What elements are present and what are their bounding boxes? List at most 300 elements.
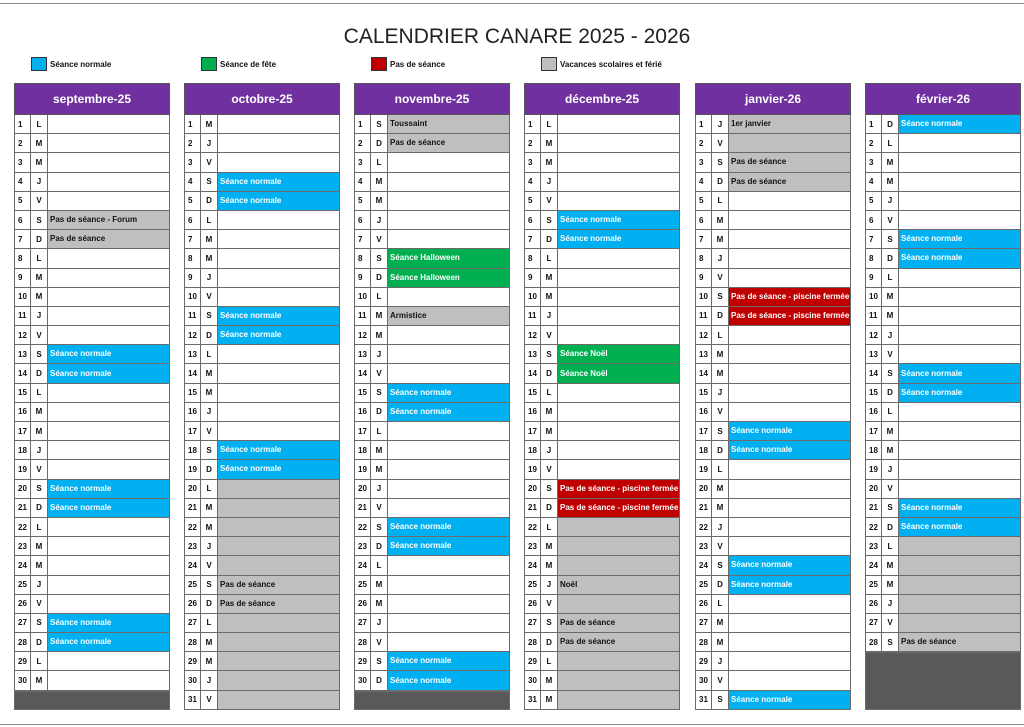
month-header: décembre-25 (524, 83, 680, 115)
day-row (695, 633, 851, 652)
day-letter: V (201, 556, 218, 575)
day-letter: J (882, 460, 899, 479)
day-row (184, 345, 340, 364)
day-row (524, 518, 680, 537)
day-letter: M (541, 269, 558, 288)
day-row (524, 614, 680, 633)
day-row (354, 288, 510, 307)
day-letter: D (541, 230, 558, 249)
day-number: 26 (865, 595, 882, 614)
day-event: Séance normale (899, 384, 1021, 403)
day-event (899, 576, 1021, 595)
day-event: Séance normale (388, 403, 510, 422)
day-row (695, 134, 851, 153)
day-number: 29 (695, 652, 712, 671)
day-event (729, 403, 851, 422)
day-letter: L (201, 480, 218, 499)
day-event (729, 269, 851, 288)
day-row (184, 115, 340, 134)
day-row (865, 633, 1021, 652)
day-letter: M (201, 115, 218, 134)
day-row (865, 230, 1021, 249)
day-letter: M (882, 307, 899, 326)
day-row (695, 499, 851, 518)
day-event (899, 614, 1021, 633)
day-event (558, 307, 680, 326)
day-event (558, 671, 680, 690)
day-letter: D (712, 173, 729, 192)
day-letter: M (712, 364, 729, 383)
day-letter: S (31, 345, 48, 364)
day-number: 25 (865, 576, 882, 595)
day-number: 27 (695, 614, 712, 633)
month-header: février-26 (865, 83, 1021, 115)
day-number: 29 (184, 652, 201, 671)
day-letter: M (371, 441, 388, 460)
day-row (865, 173, 1021, 192)
day-number: 14 (354, 364, 371, 383)
day-number: 5 (14, 192, 31, 211)
day-event: Séance Halloween (388, 249, 510, 268)
legend-vacances (541, 56, 662, 72)
day-row (354, 269, 510, 288)
day-event (899, 441, 1021, 460)
month-column (695, 83, 851, 710)
day-row (695, 211, 851, 230)
day-number: 10 (695, 288, 712, 307)
day-number: 18 (184, 441, 201, 460)
day-event (388, 576, 510, 595)
day-event (899, 307, 1021, 326)
day-letter: S (201, 173, 218, 192)
day-number: 28 (184, 633, 201, 652)
day-letter: M (541, 403, 558, 422)
legend-fete (201, 56, 276, 72)
day-row (14, 307, 170, 326)
day-row (354, 249, 510, 268)
day-row (354, 595, 510, 614)
day-number: 9 (184, 269, 201, 288)
day-row (14, 192, 170, 211)
day-letter: J (541, 441, 558, 460)
day-event (48, 307, 170, 326)
day-letter: M (712, 633, 729, 652)
day-row (184, 307, 340, 326)
day-letter: D (201, 595, 218, 614)
day-letter: V (712, 671, 729, 690)
day-number: 15 (865, 384, 882, 403)
day-letter: V (712, 269, 729, 288)
day-number: 10 (14, 288, 31, 307)
day-row (354, 326, 510, 345)
day-row (865, 364, 1021, 383)
day-event: Séance normale (899, 364, 1021, 383)
day-letter: D (882, 249, 899, 268)
day-number: 11 (865, 307, 882, 326)
day-number: 17 (695, 422, 712, 441)
day-row (184, 633, 340, 652)
day-event (558, 460, 680, 479)
day-number: 3 (865, 153, 882, 172)
day-event: Séance normale (218, 460, 340, 479)
day-row (14, 115, 170, 134)
day-row (865, 288, 1021, 307)
day-letter: V (541, 595, 558, 614)
day-letter: D (712, 576, 729, 595)
day-letter: D (541, 364, 558, 383)
day-row (524, 671, 680, 690)
day-event (48, 556, 170, 575)
day-row (695, 671, 851, 690)
day-event (218, 518, 340, 537)
day-row (14, 173, 170, 192)
day-event (388, 326, 510, 345)
day-row (695, 326, 851, 345)
day-number: 10 (354, 288, 371, 307)
day-event (48, 403, 170, 422)
day-event (218, 537, 340, 556)
day-letter: D (882, 384, 899, 403)
day-event: Séance normale (48, 614, 170, 633)
day-row (865, 441, 1021, 460)
day-event: Séance normale (388, 518, 510, 537)
day-number: 23 (865, 537, 882, 556)
day-number: 26 (695, 595, 712, 614)
day-event (729, 364, 851, 383)
day-number: 26 (354, 595, 371, 614)
day-number: 27 (354, 614, 371, 633)
day-event (48, 518, 170, 537)
day-letter: S (712, 422, 729, 441)
month-filler (865, 652, 1021, 710)
day-letter: S (371, 115, 388, 134)
day-letter: S (541, 614, 558, 633)
day-number: 7 (524, 230, 541, 249)
day-event (218, 384, 340, 403)
day-number: 5 (865, 192, 882, 211)
day-row (695, 614, 851, 633)
day-event (729, 249, 851, 268)
month-column (524, 83, 680, 710)
day-letter: D (712, 307, 729, 326)
month-header: janvier-26 (695, 83, 851, 115)
day-number: 27 (524, 614, 541, 633)
day-event (558, 537, 680, 556)
day-event (558, 192, 680, 211)
day-row (354, 441, 510, 460)
day-letter: D (31, 364, 48, 383)
day-row (354, 211, 510, 230)
day-number: 24 (184, 556, 201, 575)
day-number: 1 (695, 115, 712, 134)
day-number: 2 (865, 134, 882, 153)
day-number: 12 (695, 326, 712, 345)
day-number: 6 (184, 211, 201, 230)
day-number: 9 (865, 269, 882, 288)
day-event (558, 134, 680, 153)
day-letter: J (371, 345, 388, 364)
day-event (218, 691, 340, 710)
day-letter: M (712, 499, 729, 518)
day-letter: L (541, 652, 558, 671)
day-event: Pas de séance (558, 614, 680, 633)
day-number: 19 (865, 460, 882, 479)
day-letter: D (882, 115, 899, 134)
day-event: Séance normale (218, 441, 340, 460)
day-number: 28 (14, 633, 31, 652)
day-number: 12 (354, 326, 371, 345)
day-number: 9 (354, 269, 371, 288)
day-event (388, 173, 510, 192)
legend-label-normal: Séance normale (50, 59, 112, 69)
day-letter: S (371, 652, 388, 671)
day-row (695, 249, 851, 268)
day-letter: M (712, 480, 729, 499)
day-letter: M (31, 556, 48, 575)
day-event (388, 633, 510, 652)
day-row (524, 595, 680, 614)
day-number: 16 (354, 403, 371, 422)
day-number: 11 (695, 307, 712, 326)
day-row (354, 153, 510, 172)
day-row (14, 230, 170, 249)
day-letter: D (31, 230, 48, 249)
day-number: 8 (14, 249, 31, 268)
day-event (729, 671, 851, 690)
day-number: 30 (354, 671, 371, 690)
day-letter: S (541, 345, 558, 364)
day-event (48, 326, 170, 345)
day-event: 1er janvier (729, 115, 851, 134)
day-row (695, 422, 851, 441)
day-event: Pas de séance (218, 576, 340, 595)
day-row (695, 364, 851, 383)
day-event (218, 614, 340, 633)
day-number: 19 (184, 460, 201, 479)
day-number: 6 (524, 211, 541, 230)
day-event (388, 499, 510, 518)
day-event (218, 269, 340, 288)
legend-swatch-pas (371, 57, 387, 71)
day-event (899, 556, 1021, 575)
day-number: 26 (524, 595, 541, 614)
day-row (184, 153, 340, 172)
day-number: 5 (354, 192, 371, 211)
day-number: 25 (354, 576, 371, 595)
day-number: 20 (14, 480, 31, 499)
day-number: 30 (14, 671, 31, 690)
day-row (524, 364, 680, 383)
day-row (14, 211, 170, 230)
day-event: Séance normale (899, 249, 1021, 268)
day-row (524, 153, 680, 172)
day-row (354, 173, 510, 192)
day-row (14, 652, 170, 671)
day-letter: J (201, 671, 218, 690)
day-number: 21 (524, 499, 541, 518)
day-number: 11 (354, 307, 371, 326)
day-letter: L (882, 537, 899, 556)
day-event: Séance normale (388, 671, 510, 690)
day-number: 12 (184, 326, 201, 345)
day-letter: M (371, 460, 388, 479)
day-number: 27 (14, 614, 31, 633)
day-number: 4 (354, 173, 371, 192)
day-letter: J (371, 480, 388, 499)
day-number: 18 (354, 441, 371, 460)
day-number: 8 (865, 249, 882, 268)
day-row (695, 192, 851, 211)
day-row (184, 326, 340, 345)
day-letter: J (541, 576, 558, 595)
day-row (695, 518, 851, 537)
day-event (729, 326, 851, 345)
day-number: 13 (524, 345, 541, 364)
day-event (729, 595, 851, 614)
day-number: 24 (524, 556, 541, 575)
day-event: Séance normale (899, 115, 1021, 134)
day-row (14, 480, 170, 499)
day-event: Séance normale (48, 345, 170, 364)
day-event (218, 211, 340, 230)
day-row (865, 345, 1021, 364)
day-row (695, 153, 851, 172)
day-number: 2 (524, 134, 541, 153)
day-letter: M (201, 364, 218, 383)
legend-pas (371, 56, 445, 72)
day-number: 31 (695, 691, 712, 710)
day-event (558, 288, 680, 307)
day-event (48, 384, 170, 403)
day-event (899, 211, 1021, 230)
day-row (524, 537, 680, 556)
day-event (899, 403, 1021, 422)
day-event: Séance normale (558, 211, 680, 230)
day-number: 18 (865, 441, 882, 460)
day-row (524, 441, 680, 460)
day-letter: S (712, 153, 729, 172)
day-number: 30 (524, 671, 541, 690)
day-row (695, 403, 851, 422)
day-event: Séance Noël (558, 345, 680, 364)
day-letter: L (371, 288, 388, 307)
day-letter: D (371, 269, 388, 288)
day-number: 20 (354, 480, 371, 499)
day-letter: L (712, 326, 729, 345)
day-letter: M (201, 249, 218, 268)
day-event: Noël (558, 576, 680, 595)
day-event (218, 652, 340, 671)
day-event: Séance normale (388, 652, 510, 671)
day-row (865, 153, 1021, 172)
day-event: Séance normale (558, 230, 680, 249)
day-number: 19 (354, 460, 371, 479)
day-row (14, 441, 170, 460)
day-letter: J (201, 269, 218, 288)
day-letter: V (882, 211, 899, 230)
day-letter: S (882, 230, 899, 249)
day-row (865, 537, 1021, 556)
day-letter: L (541, 384, 558, 403)
day-row (695, 595, 851, 614)
day-letter: V (541, 192, 558, 211)
month-filler (14, 691, 170, 710)
day-letter: M (541, 556, 558, 575)
day-number: 16 (184, 403, 201, 422)
day-event (558, 556, 680, 575)
day-row (14, 364, 170, 383)
day-event (218, 422, 340, 441)
day-row (524, 384, 680, 403)
day-row (524, 173, 680, 192)
day-number: 30 (695, 671, 712, 690)
day-number: 5 (524, 192, 541, 211)
day-row (695, 460, 851, 479)
day-event (899, 269, 1021, 288)
day-row (354, 345, 510, 364)
day-row (184, 576, 340, 595)
day-event (899, 288, 1021, 307)
day-row (865, 595, 1021, 614)
day-row (184, 556, 340, 575)
day-row (14, 518, 170, 537)
day-number: 21 (865, 499, 882, 518)
day-event (388, 211, 510, 230)
day-number: 29 (524, 652, 541, 671)
day-number: 21 (354, 499, 371, 518)
day-row (695, 230, 851, 249)
day-event (48, 652, 170, 671)
day-letter: D (371, 134, 388, 153)
day-number: 10 (865, 288, 882, 307)
day-row (354, 480, 510, 499)
day-number: 4 (865, 173, 882, 192)
day-row (354, 633, 510, 652)
day-row (184, 422, 340, 441)
day-event (388, 288, 510, 307)
day-event: Séance Halloween (388, 269, 510, 288)
day-event: Séance normale (48, 480, 170, 499)
day-event (729, 211, 851, 230)
day-letter: V (371, 633, 388, 652)
day-number: 3 (184, 153, 201, 172)
day-row (14, 499, 170, 518)
day-letter: J (201, 537, 218, 556)
day-event: Séance normale (729, 556, 851, 575)
day-event (48, 537, 170, 556)
day-row (695, 173, 851, 192)
day-event (899, 134, 1021, 153)
day-event (729, 345, 851, 364)
day-number: 7 (354, 230, 371, 249)
day-letter: V (882, 480, 899, 499)
day-letter: M (712, 345, 729, 364)
day-row (865, 384, 1021, 403)
day-letter: M (371, 192, 388, 211)
day-number: 14 (865, 364, 882, 383)
day-letter: V (201, 153, 218, 172)
day-row (865, 460, 1021, 479)
day-letter: M (541, 288, 558, 307)
day-row (184, 480, 340, 499)
day-row (14, 671, 170, 690)
day-event: Séance normale (388, 384, 510, 403)
day-event (899, 173, 1021, 192)
day-row (184, 249, 340, 268)
day-row (524, 556, 680, 575)
day-event (48, 134, 170, 153)
day-event (729, 134, 851, 153)
